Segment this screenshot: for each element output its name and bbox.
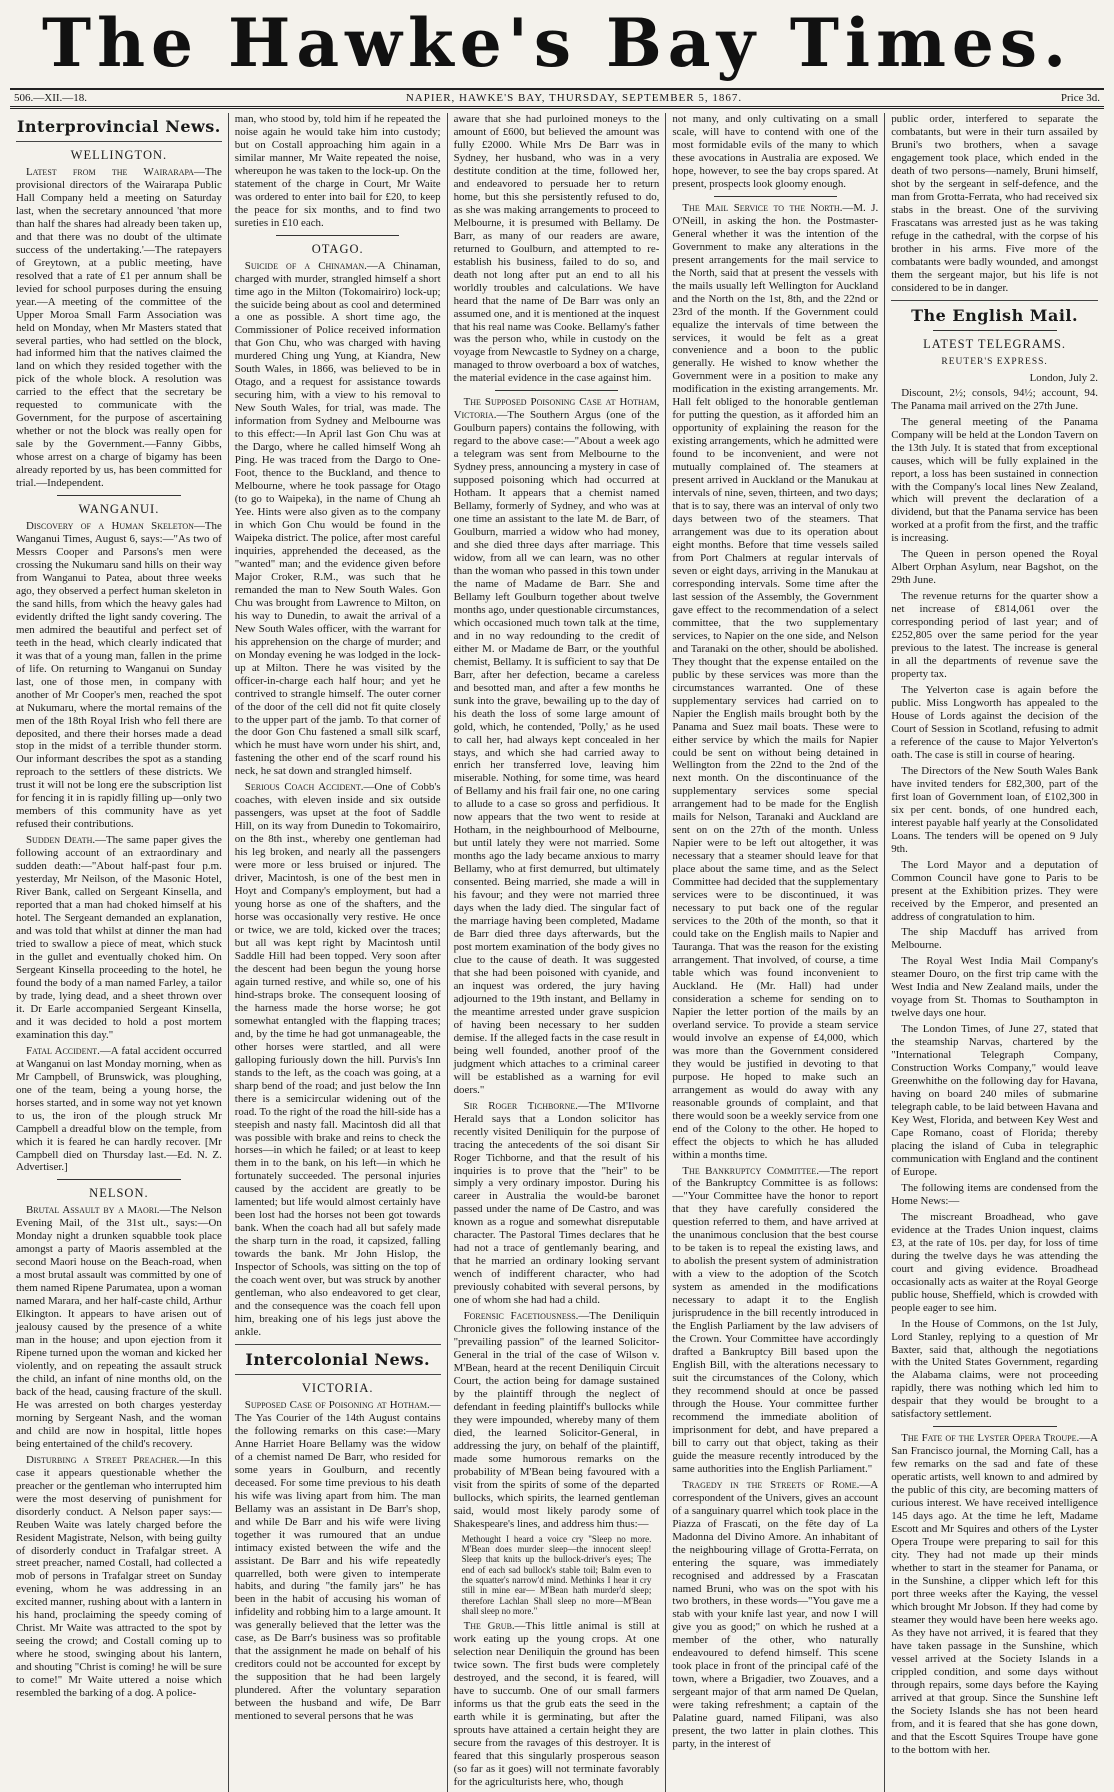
- article-text: —A Chinaman, charged with murder, strangled himself a short time ago in the Milton (Tokomairiro) lock-up; the suicide being about as cool and determined a one as possible. A short time ago, the Commissioner of Police received information that Gon Chu, who was charged with having murdered Ching ung Yung, at Kiandra, New South Wales, in 1866, was believed to be in Otago, and a request for assistance towards securing him, with a view to his removal to New South Wales, for trial, was made. The information from Sydney and Melbourne was to this effect:—In April last Gon Chu was at the Dargo, where he called himself Wong ah Ping. He was traced from the Dargo to One-Foot, thence to the Buckland, and thence to Melbourne, where he took passage for Otago (to go to Waipeka), in the name of Chung ah Yee. Hints were also given as to the company in which Gon Chu would be found in the Waipeka district. The police, after most careful inquiries, apprehended the deceased, as the "wanted" man; and the evidence given before Major Croker, R.M., was such that he remanded the man to New South Wales. Gon Chu was brought from Lawrence to Milton, on his way to Dunedin, to await the arrival of a New South Wales officer, with the warrant for his apprehension on the charge of murder; and on Monday evening he was lodged in the lock-up at Milton. There he was visited by the officer-in-charge each half hour; and yet he contrived to strangle himself. The outer corner of the door of the cell did not fit quite closely to the upper part of the jamb. To that corner of the door Gon Chu fastened a small silk scarf, which he must have worn under his shirt, and, fastening the other end of the scarf round his neck, he sat down and strangled himself.: [234, 259, 441, 778]
- divider: [933, 1426, 1057, 1427]
- column-2: [229, 113, 448, 1792]
- issue-number: 506.—XII.—18.: [14, 92, 88, 104]
- divider: [276, 235, 399, 236]
- article-lyster-opera: [891, 1432, 1098, 1756]
- article-text: —A correspondent of the Univers, gives an account of a sanguinary quarrel which took place in the Piazza of Frascati, on the fête day of La Madonna del Divino Amore. An inhabitant of the neighbouring village of Grotta-Ferrata, on entering the square, was immediately recognised and addressed by a Frascatan named Bruni, who was on the spot with his two brothers, in these words—"You gave me a stab with your knife last year, and now I will give you as good;" on which he rushed at a member of the other, who naturally endeavoured to defend himself. This scene took place in front of the principal café of the town, where a Brigadier, two Zouaves, and a sergeant major of that arm named De Quelan, were taking refreshment; a captain of the Palatine guard, named Filipani, was also present, the two latter in plain clothes. This party, in the interest of: [672, 1478, 879, 1751]
- article-text: —In this case it appears questionable whether the preacher or the gentleman who interrupted him were the most deserving of punishment for disorderly conduct. A Nelson paper says:—Reuben Waite was lately charged before the Resident Magistrate, Nelson, with being guilty of disorderly conduct in Trafalgar street. A street preacher, named Costall, had collected a mob of persons in Trafalgar street on Sunday evening, whom he was addressing in an excited manner, rushing about with a lantern in his hand, proclaiming the speedy coming of Christ. Mr Waite was attracted to the spot by seeing the crowd; and Costall coming up to where he stood, swinging about his lantern, and shouting "Christ is coming! he will be sure to come!" Mr Waite uttered a noise which resembled the barking of a dog. A police-: [16, 1453, 222, 1700]
- place-heading-wanganui: WANGANUI.: [78, 502, 160, 517]
- article-forensic: [454, 1310, 660, 1530]
- article-text: —The report of the Bankruptcy Committee is as follows:—"Your Committee have the honor to report that they have carefully considered the question referred to them, and have arrived at the unanimous conclusion that the best course to be taken is to repeal the existing laws, and to abolish the present system of administration with a view to the adoption of the Scotch system as amended in the modifications necessary to adapt it to the English jurisprudence in the bill recently introduced in the English Parliament by the law advisers of the Crown. Your Committee have accordingly drafted a Bankruptcy Bill based upon the English Bill, with the alterations necessary to suit the circumstances of the Colony, which they recommend should at once be passed through the House. Your committee further recommend the immediate abolition of imprisonment for debt, and have prepared a bill to carry out that object, taking as their guide the measure recently introduced by the same authorities into the English Parliament.": [672, 1164, 879, 1475]
- telegram-item: The general meeting of the Panama Company will be held at the London Tavern on the 13th July. It is stated that from exceptional causes, which will be fully explained in the report, a loss has been sustained in connection with the Company's local lines New Zealand, which will prevent the declaration of a dividend, but that the Panama service has been worked at a profit from the first, and the traffic is increasing.: [891, 415, 1098, 545]
- article-brutal-assault: [16, 1204, 222, 1450]
- article-continued: not many, and only cultivating on a small scale, will have to contend with one of the most formidable evils of the many to which these avocations in Australia are exposed. We hope, however, to see the bay crops spared. At present, prospects look gloomy enough.: [672, 113, 879, 190]
- section-heading-english-mail: The English Mail.: [911, 305, 1079, 325]
- column-5: [885, 113, 1104, 1792]
- telegram-item: The revenue returns for the quarter show a net increase of £814,061 over the corresponding period of last year; and of £252,805 over the same period for the year previous to the latest. The increase is general in all the departments of revenue save the property tax.: [891, 590, 1098, 681]
- publication-date: NAPIER, HAWKE'S BAY, THURSDAY, SEPTEMBER 5, 1867.: [405, 92, 743, 104]
- article-lead: Forensic Facetiousness.: [463, 1310, 579, 1323]
- section-heading-interprovincial: Interprovincial News.: [16, 117, 221, 136]
- article-fatal-accident: [16, 1045, 222, 1175]
- article-lead: The Mail Service to the North.: [682, 201, 843, 214]
- article-text: —The Southern Argus (one of the Goulburn papers) contains the following, with regard to the above case:—"About a week ago a telegram was sent from Melbourne to the Sydney press, announcing a mystery in case of supposed poisoning which had occurred at Hotham. It appears that a chemist named Bellamy, formerly of Sydney, and who was at one time an assistant to the late M. de Barr, of Goulburn, married a widow who had money, and she died three days after marriage. This widow, from all we can learn, was no other than the woman who passed in this town under the name of Madame de Barr. She and Bellamy left Goulburn together about twelve months ago, under questionable circumstances, which occasioned much town talk at the time, and in no way redounding to the credit of either M. or Madame de Barr, or the youthful chemist, Bellamy. It is sufficient to say that De Barr, after her defection, became a careless and besotted man, and after a few months he sunk into the grave, bewailing up to the day of his death the loss of some large amount of gold, which, he contended, 'Polly,' as he used to call her, had always kept concealed in her stays, and which she had carried away to enrich her transferred love, leaving him miserable. Nothing, for some time, was heard of Bellamy and his frail fair one, no one caring to allude to a case so gross and perfidious. It now appears that the two went to reside at Hotham, in the neighbourhood of Melbourne, but until lately they were not married. Some months ago the lady became anxious to marry Bellamy, who at first demurred, but ultimately consented. Being married, she made a will in his favour; and they were not married three days when the lady died. The singular fact of the marriage having been completed, Madame de Barr died three days afterwards, but the post mortem examination of the body gives no clue to the cause of death. It was suggested that she had been poisoned with cyanide, and an inquest was ordered, the jury having adjourned to the 19th instant, and Bellamy in the meantime arrested under grave suspicion of having been necessary to her sudden demise. If the alleged facts in the case result in being well founded, another proof of the judgment which attaches to a criminal career will be established as a warning for evil doers.": [453, 409, 660, 1096]
- article-mail-service: [672, 202, 878, 1162]
- telegram-item: The London Times, of June 27, stated that the steamship Narvas, chartered by the "International Telegraph Company, Construction Works Company," would leave Greenwhithe on the following day for Havana, having on board 240 miles of submarine telegraph cable, to be laid between Havana and Key West, Florida, and between Key West and Cape Romano, coast of Florida; thereby placing the island of Cuba in telegraphic communication with England and the continent of Europe.: [891, 1023, 1098, 1178]
- article-coach-accident: [235, 781, 441, 1339]
- article-sudden-death: [16, 834, 222, 1042]
- article-text: —The provisional directors of the Wairarapa Public Hall Company held a meeting on Saturday last, when the secretary announced 'that more than half the shares had already been taken up, and that there was no doubt of the ultimate success of the undertaking.'—The ratepayers of Greytown, at a public meeting, have resolved that a rate of £1 per annum shall be levied for school purposes during the ensuing year.—A meeting of the committee of the Upper Moroa Small Farm Association was held on Monday, when Mr Masters stated that several parties, who had settled on the block, had informed him that the natives claimed the land on which they resided together with the pick of the whole block. A resolution was carried to the effect that the secretary be requested to communicate with the Government, for the purpose of ascertaining whether or not the block was really open for sale by the Government.—Fanny Gibbs, whose arrest on a charge of bigamy has been already reported by us, has been committed for trial.—Independent.: [16, 165, 222, 490]
- article-lead: The Grub.: [463, 1620, 515, 1633]
- article-hotham: [454, 396, 660, 1096]
- divider: [495, 390, 618, 391]
- column-4: [666, 113, 885, 1792]
- article-lead: Sir Roger Tichborne.: [463, 1099, 578, 1112]
- divider: [57, 1179, 180, 1180]
- telegram-item: The Yelverton case is again before the public. Miss Longworth has appealed to the House of Lords against the decision of the Court of Session in Scotland, refusing to admit a reference of the cause to Major Yelverton's oath. The case is still in course of hearing.: [891, 684, 1098, 761]
- article-continued: public order, interfered to separate the combatants, but were in their turn assailed by Bruni's two brothers, when a savage engagement took place, which ended in the death of two persons—namely, Bruni himself, shot by the sergeant in self-defence, and the man from Grotta-Ferrata, who had received six stabs in the breast. One of the surviving Frascatans was arrested just as he was taking refuge in the cathedral, with the corpse of his brother in his arms. Five more of the combatants were badly wounded, and amongst them the sergeant major, but his life is not considered to be in danger.: [891, 113, 1098, 294]
- article-lead: The Bankruptcy Committee.: [682, 1164, 819, 1177]
- article-text: —The M'Ilvorne Herald says that a London solicitor has recently visited Deniliquin for the purpose of tracing the antecedents of the soi disant Sir Roger Tichborne, and that the result of his inquiries is to prove that the "heir" to be simply a very ordinary impostor. During his career in Australia the would-be baronet passed under the name of De Castro, and was known as a rogue and somewhat disreputable character. The Pastoral Times declares that he had not a trace of gentlemanly bearing, and that he married an ordinary looking servant wench of indifferent character, who had previously cohabited with several persons, by one of whom she had had a child.: [453, 1099, 660, 1307]
- dateline-bar: [10, 88, 1104, 109]
- telegram-item: The following items are condensed from the Home News:—: [891, 1181, 1098, 1207]
- article-lead: Disturbing a Street Preacher.: [26, 1453, 180, 1466]
- article-continued: man, who stood by, told him if he repeated the noise again he would take him into custody; but on Costall approaching him again in a similar manner, Mr Waite repeated the noise, whereupon he was taken to the lock-up. On the statement of the charge in Court, Mr Waite was ordered to enter into bail for £20, to keep the peace for six months, and to find two sureties in £10 each.: [234, 113, 441, 229]
- article-lead: The Fate of the Lyster Opera Troupe.: [901, 1432, 1080, 1445]
- divider: [933, 330, 1057, 331]
- divider: [16, 141, 222, 142]
- article-lead: Brutal Assault by a Maori.: [26, 1204, 160, 1217]
- article-lead: Latest from the Wairarapa: [26, 165, 194, 178]
- article-tichborne: [454, 1100, 660, 1308]
- telegram-item: The Lord Mayor and a deputation of Common Council have gone to Paris to be present at the Exhibition prizes. They were received by the Emperor, and presented an address of congratulation to him.: [891, 858, 1098, 923]
- poem-quote: Methought I heard a voice cry "Sleep no more. M'Bean does murder sleep—the innocent sleep! Sleep that knits up the bullock-driver's eyes; The end of each sad bullock's stable toil; Balm even to the squatter's narrow'd mind. Methinks I hear it cry still in mine ear— M'Bean hath murder'd sleep; therefore Lachlan Shall sleep no more—M'Bean shall sleep no more.": [461, 1533, 652, 1617]
- article-text: —This little animal is still at work eating up the young crops. At one selection near Deniliquin the ground has been twice sown. The first buds were completely destroyed, and the second, it is feared, will have to succumb. One of our small farmers informs us that the grub eats the seed in the earth while it is germinating, but after the sprouts have attained a certain height they are secure from the ravages of this destroyer. It is feared that this singularly prosperous season (so far as it goes) will not terminate favorably for the agriculturists here, who, though: [453, 1620, 660, 1788]
- article-bankruptcy: [672, 1165, 878, 1476]
- divider: [714, 196, 837, 197]
- article-text: —The Deniliquin Chronicle gives the following instance of the "prevailing passion" of the learned Solicitor-General in the trial of the case of Wilson v. M'Bean, heard at the recent Deniliquin Circuit Court, the action being for damage sustained by the plaintiff through the neglect of defendant in feeding plaintiff's bullocks while they were impounded, whereby many of them died, the learned Solicitor-General, in addressing the jury, on behalf of the plaintiff, made some humorous remarks on the probability of M'Bean being favoured with a visit from the spirits of some of the departed bullocks, which spirits, the learned gentleman said, would most likely parody some of Shakespeare's lines, and address him thus:—: [453, 1310, 660, 1530]
- article-text: —A San Francisco journal, the Morning Call, has a few remarks on the sad and fate of these operatic artists, well known to and admired by the public of this city, are becoming matters of curious interest. We have received intelligence 145 days ago. At the time he left, Madame Escott and Mr Squires and others of the Lyster Opera Troupe were preparing to sail for this city. They had not made up their minds whether to start in the steamer for Panama, or in the Sunshine, a clipper which left for this port three weeks after the Kaying, the vessel which brought Mr Jobson. If they had come by steamer they would have been here weeks ago. As they have not arrived, it is feared that they have taken passage in the Sunshine, which vessel arrived at the Society Islands in a crippled condition, and some days without through repairs, some days before the Kaying arrived at that group. Since the Sunshine left the Society Islands she has not been heard from, and it is feared that she has gone down, and that the Escott Squires Troupe have gone to the bottom with her.: [891, 1432, 1098, 1756]
- article-grub: [454, 1620, 660, 1789]
- telegram-item: Discount, 2½; consols, 94½; account, 94. The Panama mail arrived on the 27th June.: [891, 386, 1098, 412]
- divider: [891, 300, 1098, 301]
- article-continued: aware that she had purloined moneys to the amount of £600, but believed the amount was fully £2000. While Mrs De Barr was in Sydney, her husband, who was in a very destitute condition at the time, followed her, and endeavored to persuade her to return home, but this she persistently refused to do, as she was making arrangements to proceed to Melbourne, it is presumed with Bellamy. De Barr, as many of our readers are aware, returned to Goulburn, and attempted to re-establish his business, failed to do so, and death not long after put an end to all his worldly troubles and calculations. We have heard that the name of De Barr was only an assumed one, and it is mentioned at the inquest that his real name was Cooke. Bellamy's father was the person who, while in custody on the voyage from Newcastle to Sydney on a charge, managed to throw overboard a box of watches, the material evidence in the case against him.: [453, 113, 660, 385]
- subheading-telegrams: LATEST TELEGRAMS.: [923, 336, 1067, 351]
- article-text: —One of Cobb's coaches, with eleven inside and six outside passengers, was upset at the foot of Saddle Hill, on its way from Dunedin to Tokomairiro, on the 8th inst., whereby one gentleman had his leg broken, and nearly all the passengers were more or less bruised or injured. The driver, Macintosh, is one of the best men in Hoyt and Company's employment, but had a young horse as one of the shafters, and the horse was occasionally very restive. He once or twice, we are told, kicked over the traces; but all was kept right by Macintosh until Saddle Hill had been topped. Very soon after the descent had been begun the young horse again turned restive, and while so, one of his hind-straps broke. The consequent loosing of the harness made the horse worse; he got somewhat entangled with the flapping traces; and, by the time he had got unmanageable, the other horses were startled, and all were galloping furiously down the hill. Purvis's Inn stands to the left, as the coach was going, at a sharp bend of the road; and just below the Inn there is a semicircular widening out of the road. To the right of the road the hill-side has a steepish and nasty fall. Macintosh did all that was possible with brake and reins to check the horses—in which he failed; or at least to keep them in to the bank, on his left—in which he fortunately succeeded. The personal injuries caused by the accident are greatly to be lamented; but life would almost certainly have been lost had the horses not been got towards bank. When the coach had all but safely made the sharp turn in the road, it capsized, falling towards the bank. Mr John Hislop, the Inspector of Schools, was sitting on the top of the coach went over, but was struck by another gentleman, who also endeavored to get clear, and the consequence was the coach fell upon him, breaking one of his legs just above the ankle.: [234, 781, 441, 1339]
- column-1: [10, 113, 229, 1792]
- article-lead: Suicide of a Chinaman.: [244, 259, 367, 272]
- divider: [235, 1344, 441, 1345]
- article-rome-tragedy: [672, 1479, 878, 1751]
- article-street-preacher: [16, 1454, 222, 1700]
- article-lead: Supposed Case of Poisoning at Hotham.: [244, 1398, 430, 1411]
- article-poisoning: [235, 1399, 441, 1723]
- article-text: —A fatal accident occurred at Wanganui on last Monday morning, when as Mr Campbell, of Brunswick, was ploughing, one of the team, being a young horse, the horses started, and in some way not yet known to us, the iron of the plough struck Mr Campbell a dreadful blow on the temple, from which it is feared he can hardly recover. [Mr Campbell died on Thursday last.—Ed. N. Z. Advertiser.]: [16, 1044, 222, 1174]
- article-lead: Tragedy in the Streets of Rome.: [682, 1478, 860, 1491]
- columns: [10, 113, 1104, 1788]
- agency-label: REUTER'S EXPRESS.: [941, 357, 1048, 368]
- article-lead: Fatal Accident.: [26, 1044, 100, 1057]
- article-lead: Sudden Death.: [26, 834, 96, 847]
- article-lead: The Supposed Poisoning Case at Hotham, Victoria.: [453, 396, 660, 422]
- article-text: —The Yas Courier of the 14th August contains the following remarks on this case:—Mary Anne Harriet Hoare Bellamy was the widow of a chemist named De Barr, who resided for some years in Goulburn, and recently deceased. For some time previous to his death his wife was living apart from him. The man Bellamy was an assistant in De Barr's shop, and while De Barr and his wife were living together it was rumoured that an undue intimacy existed between the wife and the assistant. De Barr and his wife repeatedly quarrelled, both were given to intemperate habits, and during "the family jars" he has been in the habit of accusing his woman of infidelity and robbing him to a large amount. It was generally believed that the letter was the case, as De Barr's business was so profitable that the assignment he made on behalf of his creditors could not be accounted for except by the supposition that he had been largely plundered. After the voluntary separation between the husband and wife, De Barr mentioned to several persons that he was: [234, 1398, 441, 1723]
- column-3: [448, 113, 667, 1792]
- divider: [57, 495, 180, 496]
- place-heading-otago: OTAGO.: [311, 241, 364, 256]
- article-suicide: [235, 260, 441, 779]
- article-text: —The Wanganui Times, August 6, says:—"As two of Messrs Cooper and Parsons's men were crossing the Nukumaru sand hills on their way from Wanganui to Patea, about three weeks ago, they observed a perfect human skeleton in the sand hills, from which the heavy gales had evidently drifted the light sandy covering. The men admired the beautiful and perfect set of teeth in the head, which clearly indicated that it was that of a young man, fallen in the prime of life. On returning to Wanganui on Sunday last, one of those men, in company with another of Mr Cooper's men, reached the spot at Nukumaru, where the mortal remains of the men of the 18th Royal Irish who fell there are deposited, and there their horses made a dead stop in the midst of a terrible thunder storm. Our informant describes the spot as a standing reproach to the settlers of these districts. We trust it will not be long ere the subscription list for fencing it in is rapidly filling up—only two members of this community have as yet refused their contributions.: [16, 520, 222, 831]
- article-lead: Discovery of a Human Skeleton: [26, 520, 194, 532]
- article-text: —M. J. O'Neill, in asking the hon. the Postmaster-General whether it was the intention of the Government to make any alterations in the present arrangements for the mail service to the North, said that at present the vessels with the mails usually left Wellington for Auckland and the North on the 1st, 8th, and the 22nd or 23rd of the month. If the Government could equalize the intervals of time between the services, it would be felt as a great convenience and a boon to the public generally. He wished to know whether the Government were in a position to make any modification in the existing arrangements. Mr. Hall felt obliged to the honorable gentleman for putting the question, as it afforded him an opportunity of explaining the reason for the existing arrangements, which he admitted were found to be inconvenient, and were not mutually complained of. The steamers at present arrived in Auckland or the Manukau at intervals of nine, seven, thirteen, and two days; that is to say, there was an interval of only two days between two of the steamers. That arrangement was due to its operation about eight months. Before that time vessels sailed from Port Chalmers at regular intervals of seven or eight days, arriving in the Manukau at corresponding intervals. Some time after the last session of the Assembly, the Government gave effect to the recommendation of a select committee, that the two supplementary services, to Napier on the one side, and Nelson and Taranaki on the other, should be abolished. They thought that the expense entailed on the public by these services was more than the circumstances warranted. One of these supplementary services had carried on to Napier the English mails brought both by the Panama and Suez mail boats. These were to either service by which the mails for Napier could be sent on without being detained in Wellington from the 22nd to the 2nd of the next month. On the discontinuance of the supplementary services some special arrangement had to be made for the English mails for Nelson, Taranaki and Auckland are sent on on the 27th of the month. Unless Napier were to be left out altogether, it was necessary that a steamer should leave for that place about the same time, and as the Select Committee had decided that the supplementary services were to be discontinued, it was necessary to put back one of the regular services to the 20th of the month, so that it could take on the English mails to Napier and Tauranga. That was the reason for the existing arrangement. That involved, of course, a time table which was found inconvenient to Auckland. He (Mr. Hall) had under consideration a scheme for sending on to Napier the letter portion of the mails by an overland service. To provide a steam service would involve an expense of £4,000, which was more than the Government considered they would be justified in devoting to that purpose. He hoped to make such an arrangement as would do away with any reasonable grounds of complaint, and that there would soon be a weekly service from one end of the Colony to the other. He hoped to effect the objects to which he has alluded within a months time.: [672, 201, 879, 1161]
- telegram-item: The ship Macduff has arrived from Melbourne.: [891, 926, 1098, 952]
- telegram-item: The Queen in person opened the Royal Albert Orphan Asylum, near Bagshot, on the 29th June.: [891, 548, 1098, 587]
- price: Price 3d.: [1060, 92, 1100, 104]
- section-heading-intercolonial: Intercolonial News.: [245, 1350, 431, 1369]
- telegram-item: The Directors of the New South Wales Bank have invited tenders for £82,300, part of the first loan of Government loan, of £102,300 in six per cent. bonds, of one hundred each, interest payable half yearly at the Consolidated Loans. The tenders will be opened on 9 July 9th.: [891, 764, 1098, 855]
- divider: [235, 1374, 441, 1375]
- place-heading-nelson: NELSON.: [89, 1186, 149, 1201]
- telegram-item: The Royal West India Mail Company's steamer Douro, on the first trip came with the West India and New Zealand mails, under the voyage from St. Thomas to Southampton in twelve days one hour.: [891, 955, 1098, 1020]
- place-heading-victoria: VICTORIA.: [301, 1381, 374, 1396]
- article-lead: Serious Coach Accident.: [244, 781, 364, 794]
- article-text: —The same paper gives the following account of an extraordinary and sudden death:—"About half-past four p.m. yesterday, Mr Neilson, of the Masonic Hotel, River Bank, called on Sergeant Kinsella, and reported that a man had choked himself at his hotel. The Sergeant demanded an explanation, and was told that whilst at dinner the man had tried to swallow a piece of meat, which stuck in the gullet and eventually choked him. On Sergeant Kinsella proceeding to the hotel, he found the body of a man named Farley, a tailor by trade, lying dead, and a sheet thrown over it. Dr Earle accompanied Sergeant Kinsella, and it was decided to hold a post mortem examination this day.": [16, 834, 222, 1041]
- place-heading-wellington: WELLINGTON.: [70, 148, 168, 163]
- article-wellington: [16, 166, 222, 490]
- masthead-title: The Hawke's Bay Times.: [41, 4, 1073, 82]
- article-skeleton: [16, 520, 222, 831]
- telegram-item: The miscreant Broadhead, who gave evidence at the Trades Union inquest, claims £3, at the rate of 10s. per day, for loss of time during the twelve days he was attending the court and giving evidence. Broadhead occasionally acts as waiter at the Royal George public house, Sheffield, which is crowded with people eager to see him.: [891, 1210, 1098, 1314]
- telegram-item: In the House of Commons, on the 1st July, Lord Stanley, replying to a question of Mr Baxter, said that, although the negotiations with the United States Government, regarding the Alabama claims, were not proceeding rapidly, there was nothing which led him to despair that they would be brought to a satisfactory settlement.: [891, 1317, 1098, 1421]
- telegram-date: London, July 2.: [1029, 371, 1098, 384]
- article-text: —The Nelson Evening Mail, of the 31st ult., says:—On Monday night a drunken squabble took place amongst a party of Maoris assembled at the second Maori house on the Beach-road, when a most brutal assault was committed by one of them named Ripene Parumatea, upon a woman named Marara, and her half-caste child, Arthur Elkington. It appears to have arisen out of jealousy caused by the presence of a white man in the house; and upon ejection from it Ripene turned upon the woman and kicked her violently, and on repeating the assault struck the child, an infant of nine months old, on the back of the head, causing fracture of the skull. He was arrested on both charges yesterday morning by Sergeant Nash, and the woman and child are now in hospital, little hopes being entertained of the child's recovery.: [16, 1204, 222, 1450]
